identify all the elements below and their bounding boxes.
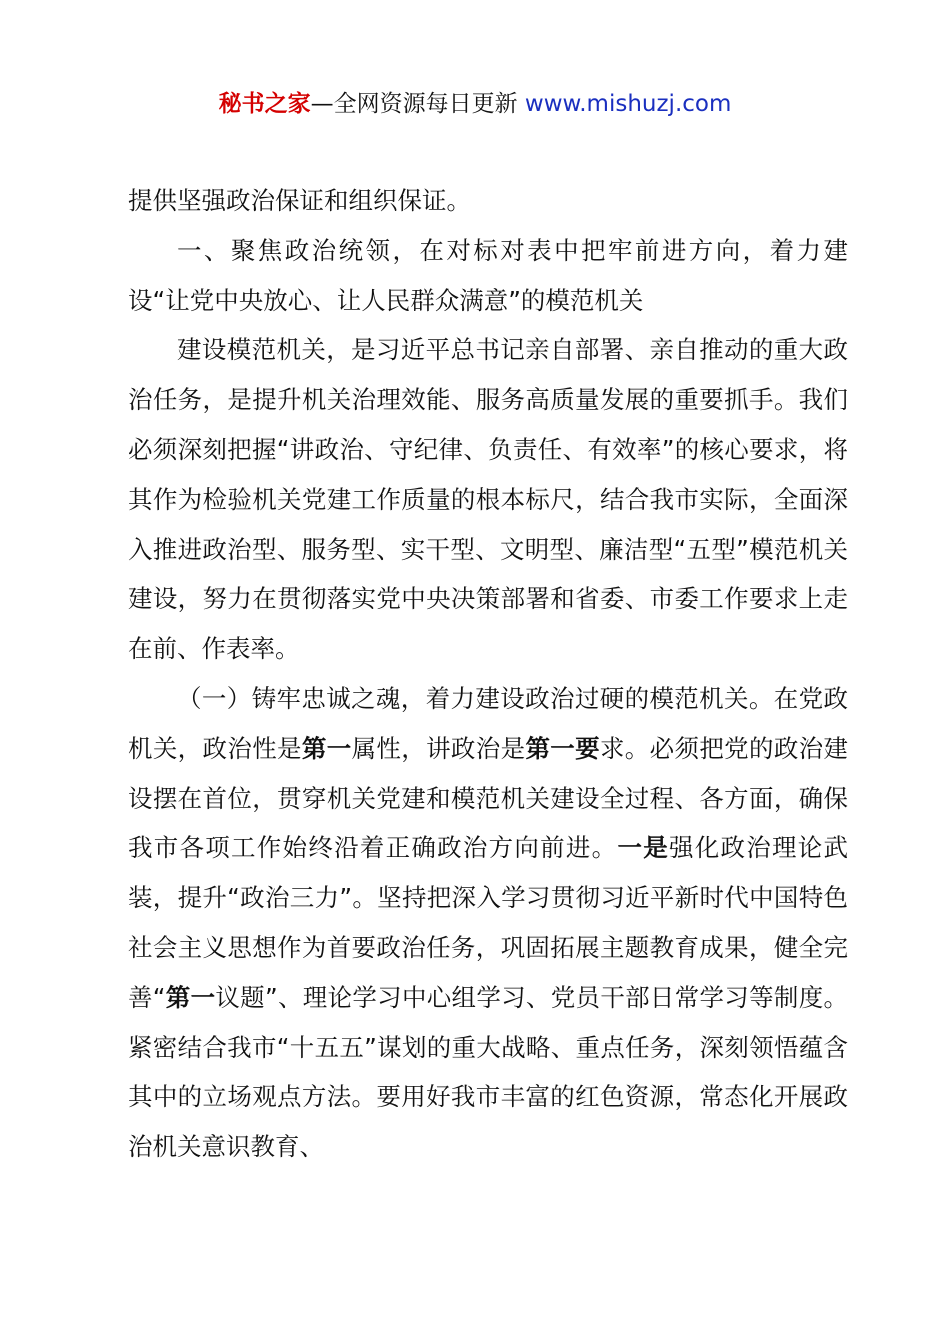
paragraph-model-organs: 建设模范机关，是习近平总书记亲自部署、亲自推动的重大政治任务，是提升机关治理效能、服务高质量发展的重要抓手。我们必须深刻把握“讲政治、守纪律、负责任、有效率”的核心要求，将其作为检验机关党建工作质量的根本标尺，结合我市实际，全面深入推进政治型、服务型、实干型、文明型、廉洁型“五型”模范机关建设，努力在贯彻落实党中央决策部署和省委、市委工作要求上走在前、作表率。 xyxy=(128,335,848,664)
text-run: 议题”、理论学习中心组学习、党员干部日常学习等制度。紧密结合我市“十五五”谋划的重大战略、重点任务，深刻领悟蕴含其中的立场观点方法。要用好我市丰富的红色资源，常态化开展政治机关意识教育、 xyxy=(128,982,848,1162)
text-run: （一）铸牢忠诚之魂，着力建设政治过硬的模范机关。在党政机关，政治性是 xyxy=(128,683,848,763)
bold-text-run: 第一 xyxy=(301,733,352,763)
text-run: 属性，讲政治是 xyxy=(351,733,526,763)
document-body xyxy=(128,176,848,1172)
bold-text-run: 第一 xyxy=(165,982,216,1012)
page-header xyxy=(0,86,950,122)
text-run: 求。必须把党的政治建设摆在首位，贯穿机关党建和模范机关建设全过程、各方面，确保我市各项工作始终沿着正确政治方向前进。 xyxy=(128,733,849,863)
bold-text-run: 第一要 xyxy=(525,733,600,763)
brand-name: 秘书之家 xyxy=(218,91,311,117)
header-url-link[interactable]: www.mishuzj.com xyxy=(524,91,732,117)
paragraph-continuation: 提供坚强政治保证和组织保证。 xyxy=(128,186,471,215)
section-heading: 一、聚焦政治统领，在对标对表中把牢前进方向，着力建设“让党中央放心、让人民群众满意”的模范机关 xyxy=(128,235,848,315)
paragraph-loyalty xyxy=(128,674,848,1172)
bold-text-run: 一是 xyxy=(617,833,669,863)
header-tagline: —全网资源每日更新 xyxy=(310,91,518,117)
text-run: 强化政治理论武装，提升“政治三力”。坚持把深入学习贯彻习近平新时代中国特色社会主义思想作为首要政治任务，巩固拓展主题教育成果，健全完善“ xyxy=(128,833,849,1012)
